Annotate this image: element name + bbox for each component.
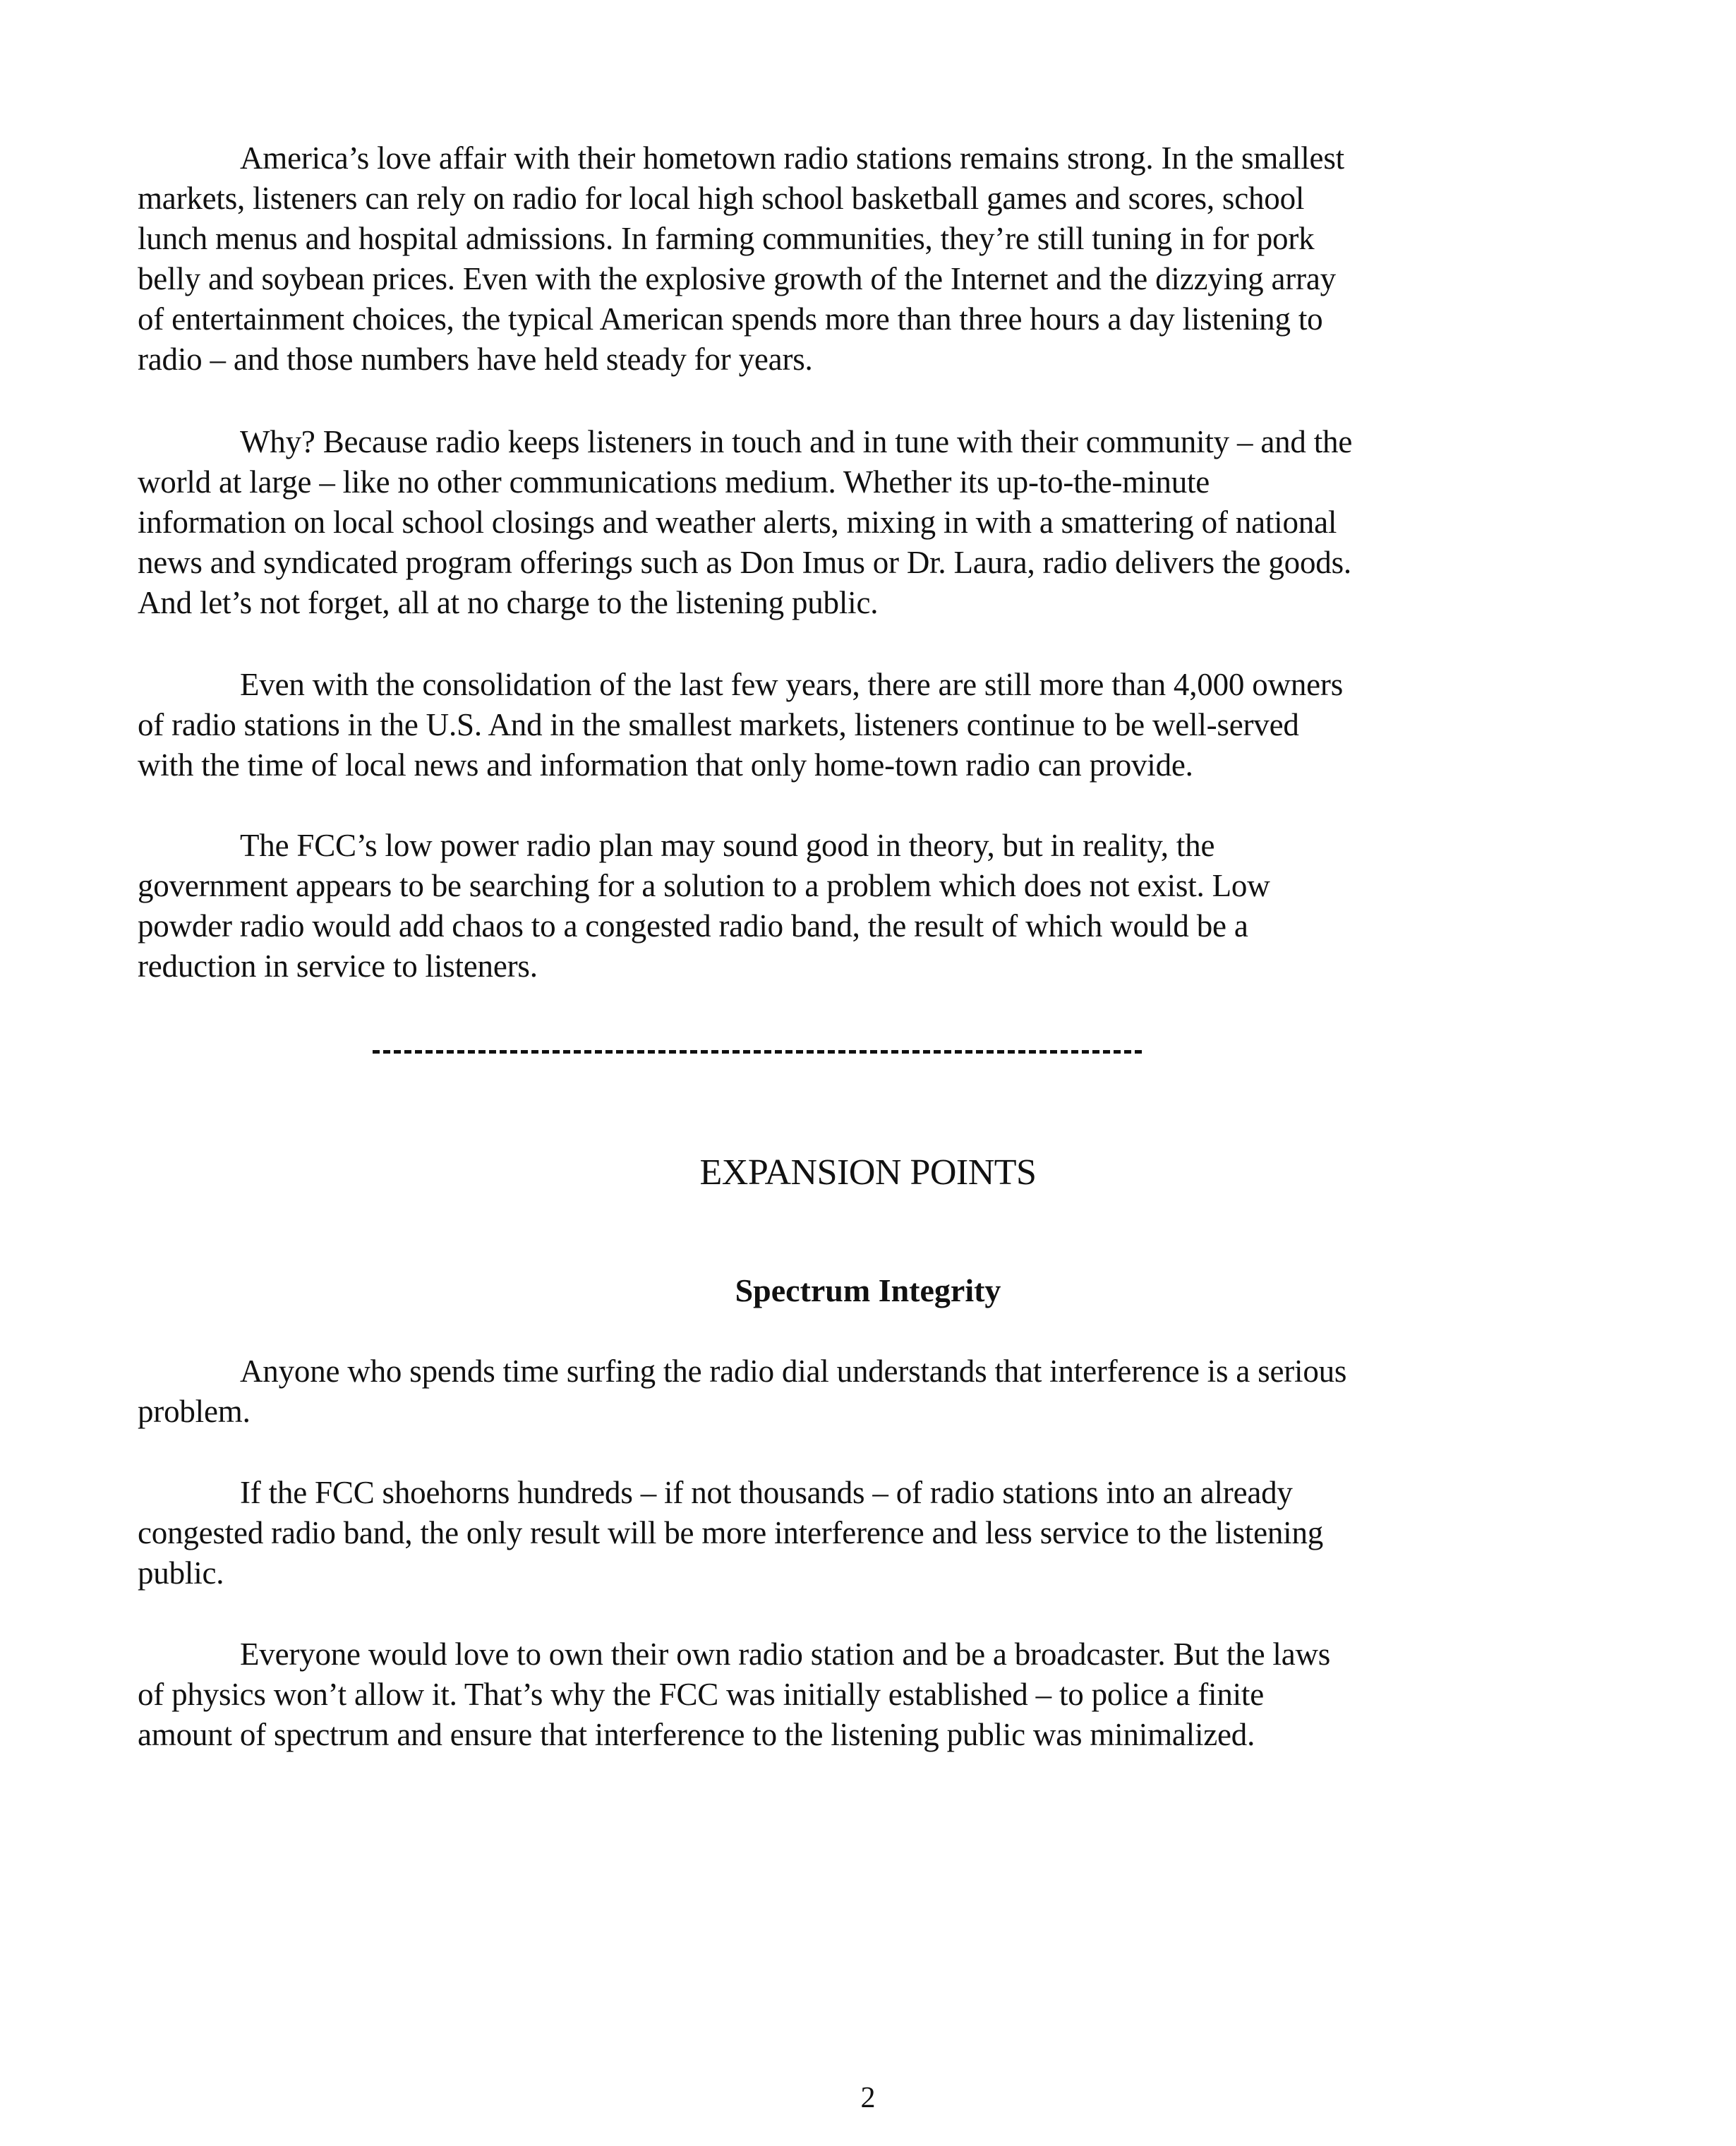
section-paragraph-2: If the FCC shoehorns hundreds – if not thousands – of radio stations into an already congested radio band, the only result will be more interference and less service to the listening public. [138, 1475, 1324, 1591]
page-number: 2 [860, 2082, 876, 2114]
intro-paragraph-1: America’s love affair with their hometown radio stations remains strong. In the smallest markets, listeners can rely on radio for local high school basketball games and scores, school lunch menus and hospital admissions. In farming communities, they’re still tuning in for pork belly and soybean prices. Even with the explosive growth of the Internet and the dizzying array of entertainment choices, the typical American spends more than three hours a day listening to radio – and those numbers have held steady for years. [138, 140, 1344, 377]
section-title: EXPANSION POINTS [699, 1152, 1037, 1193]
subsection-title: Spectrum Integrity [735, 1272, 1001, 1308]
intro-paragraph-3: Even with the consolidation of the last few years, there are still more than 4,000 owners of radio stations in the U.S. And in the smallest markets, listeners continue to be well-served with the time of local news and information that only home-town radio can provide. [138, 667, 1344, 783]
section-divider [373, 1050, 1142, 1054]
section-paragraph-3: Everyone would love to own their own radio station and be a broadcaster. But the laws of physics won’t allow it. That’s why the FCC was initially established – to police a finite amount of spectrum and ensure that interference to the listening public was minimalized. [138, 1636, 1331, 1752]
intro-paragraph-4: The FCC’s low power radio plan may sound good in theory, but in reality, the government appears to be searching for a solution to a problem which does not exist. Low powder radio would add chaos to a congested radio band, the result of which would be a reduction in service to listeners. [138, 828, 1270, 984]
intro-paragraph-2: Why? Because radio keeps listeners in touch and in tune with their community – and the world at large – like no other communications medium. Whether its up-to-the-minute information on local school closings and weather alerts, mixing in with a smattering of national news and syndicated program offerings such as Don Imus or Dr. Laura, radio delivers the goods. And let’s not forget, all at no charge to the listening public. [138, 424, 1353, 620]
section-paragraph-1: Anyone who spends time surfing the radio dial understands that interference is a serious problem. [138, 1354, 1347, 1429]
